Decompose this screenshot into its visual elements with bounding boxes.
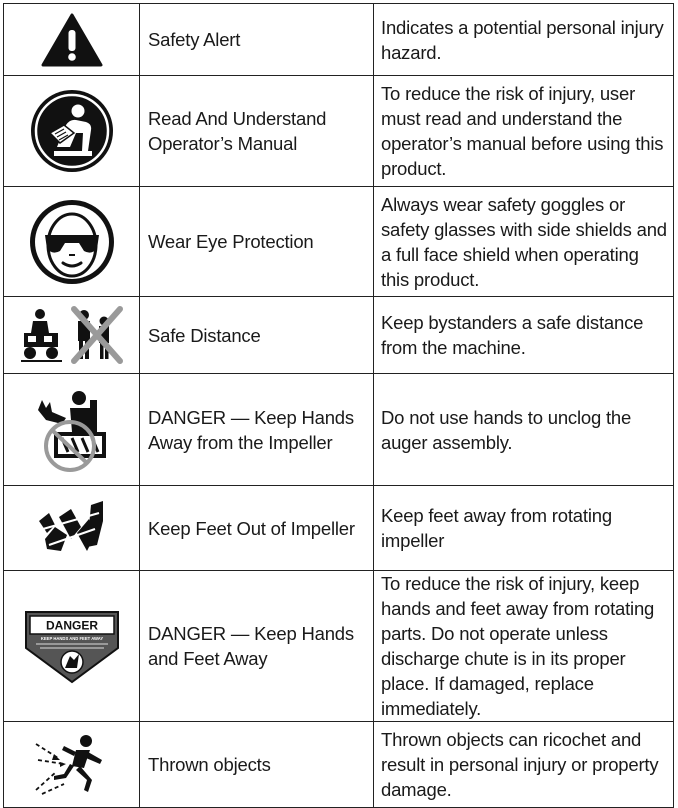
icon-cell [4, 76, 140, 187]
symbol-name: Wear Eye Protection [148, 231, 314, 252]
icon-cell [4, 571, 140, 722]
symbol-description-cell [374, 374, 674, 486]
icon-cell [4, 374, 140, 486]
symbol-name-cell [140, 187, 374, 297]
svg-text:KEEP HANDS AND FEET AWAY: KEEP HANDS AND FEET AWAY [40, 636, 103, 641]
table-row [4, 571, 674, 722]
symbol-name: Thrown objects [148, 754, 271, 775]
safety-symbols-table [3, 3, 674, 808]
symbol-name: Keep Feet Out of Impeller [148, 517, 355, 539]
symbol-description: To reduce the risk of injury, user must read and understand the operator’s manual before using this product. [381, 83, 664, 179]
svg-text:DANGER: DANGER [45, 618, 98, 633]
symbol-description: Do not use hands to unclog the auger assembly. [381, 406, 632, 453]
symbol-description-cell [374, 187, 674, 297]
symbol-description: Always wear safety goggles or safety glasses with side shields and a full face shield when operating this product. [381, 193, 667, 290]
danger-label-icon [22, 608, 122, 684]
symbol-name: DANGER — Keep Hands Away from the Impeller [148, 406, 354, 453]
symbol-name-cell [140, 297, 374, 374]
table-row [4, 722, 674, 808]
symbol-description: Keep feet away from rotating impeller [381, 505, 612, 551]
symbol-name: Read And Understand Operator’s Manual [148, 108, 327, 154]
icon-cell [4, 722, 140, 808]
symbol-description: Keep bystanders a safe distance from the machine. [381, 312, 644, 358]
eye-protection-icon [29, 199, 115, 285]
thrown-objects-icon [32, 732, 112, 798]
symbol-name-cell [140, 76, 374, 187]
symbol-name: DANGER — Keep Hands and Feet Away [148, 623, 354, 669]
symbol-description-cell [374, 4, 674, 76]
safe-distance-icon [18, 305, 126, 365]
table-row [4, 76, 674, 187]
table-row [4, 374, 674, 486]
table-row [4, 486, 674, 571]
keep-hands-away-icon [32, 388, 112, 472]
symbol-name-cell [140, 486, 374, 571]
symbol-description-cell [374, 571, 674, 722]
icon-cell [4, 187, 140, 297]
symbol-description-cell [374, 722, 674, 808]
icon-cell [4, 486, 140, 571]
symbol-name: Safe Distance [148, 324, 261, 346]
table-row [4, 187, 674, 297]
symbol-name-cell [140, 571, 374, 722]
keep-feet-out-icon [37, 499, 107, 557]
read-manual-icon [30, 89, 114, 173]
symbol-description: Indicates a potential personal injury hazard. [381, 16, 664, 63]
symbol-description: Thrown objects can ricochet and result in personal injury or property damage. [381, 729, 659, 800]
symbol-name-cell [140, 4, 374, 76]
symbol-description-cell [374, 297, 674, 374]
symbol-description: To reduce the risk of injury, keep hands and feet away from rotating parts. Do not operate unless discharge chute is in its proper place. If damaged, replace immediately. [381, 573, 655, 719]
icon-cell [4, 4, 140, 76]
table-row [4, 297, 674, 374]
symbol-description-cell [374, 486, 674, 571]
table-row [4, 4, 674, 76]
symbol-name-cell [140, 722, 374, 808]
safety-alert-icon [40, 12, 104, 68]
symbol-description-cell [374, 76, 674, 187]
symbol-name-cell [140, 374, 374, 486]
symbol-name: Safety Alert [148, 29, 241, 50]
icon-cell [4, 297, 140, 374]
